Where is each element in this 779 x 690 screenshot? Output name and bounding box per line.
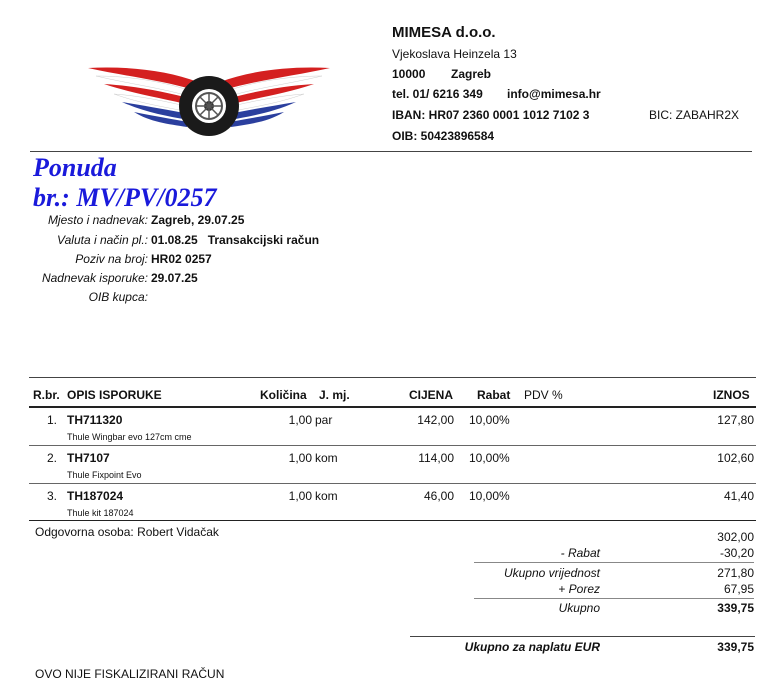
col-header-unit: J. mj. [319, 388, 350, 402]
rabat-value: -30,20 [719, 546, 754, 560]
subtotal-value: 302,00 [717, 530, 754, 544]
row-unit: kom [315, 489, 338, 503]
row-code: TH187024 [67, 489, 124, 503]
summary-rule [474, 598, 754, 599]
tax-value: 67,95 [723, 582, 754, 596]
row-discount: 10,00% [469, 413, 510, 427]
company-city: Zagreb [451, 67, 492, 81]
row-discount: 10,00% [469, 489, 510, 503]
reference-label: Poziv na broj: [75, 252, 148, 266]
col-header-vat: PDV % [524, 388, 563, 402]
delivery-date-label: Nadnevak isporuke: [41, 271, 148, 285]
fiscal-note: OVO NIJE FISKALIZIRANI RAČUN [35, 667, 225, 681]
document-number: br.: MV/PV/0257 [33, 183, 217, 212]
company-name: MIMESA d.o.o. [392, 24, 496, 41]
row-description: Thule Wingbar evo 127cm cme [67, 432, 192, 442]
col-header-discount: Rabat [477, 388, 511, 402]
row-price: 46,00 [423, 489, 454, 503]
rabat-label: - Rabat [560, 546, 600, 560]
company-iban: IBAN: HR07 2360 0001 1012 7102 3 [392, 108, 590, 122]
company-oib: OIB: 50423896584 [392, 129, 495, 143]
currency-label: Valuta i način pl.: [57, 233, 148, 247]
document-title: Ponuda [33, 153, 117, 182]
row-amount: 102,60 [717, 451, 754, 465]
wheel-icon [179, 76, 239, 136]
net-value: 271,80 [717, 566, 754, 580]
row-discount: 10,00% [469, 451, 510, 465]
row-price: 142,00 [417, 413, 454, 427]
reference-value: HR02 0257 [151, 252, 212, 266]
row-amount: 127,80 [717, 413, 754, 427]
row-quantity: 1,00 [288, 489, 312, 503]
responsible-person: Odgovorna osoba: Robert Vidačak [35, 525, 219, 539]
company-address: Vjekoslava Heinzela 13 [392, 47, 517, 61]
table-top-rule [29, 377, 756, 378]
net-value-label: Ukupno vrijednost [503, 566, 600, 580]
row-unit: kom [315, 451, 338, 465]
header-divider [30, 151, 752, 152]
row-description: Thule Fixpoint Evo [67, 470, 142, 480]
payable-rule [410, 636, 755, 637]
row-divider [29, 483, 756, 484]
row-code: TH711320 [67, 413, 123, 427]
table-header-rule [29, 406, 756, 408]
table-bottom-rule [29, 520, 756, 521]
summary-rule [474, 562, 754, 563]
row-number: 1. [47, 413, 58, 427]
company-postal: 10000 [392, 67, 426, 81]
col-header-amount: IZNOS [713, 388, 750, 402]
row-code: TH7107 [67, 451, 110, 465]
row-quantity: 1,00 [288, 451, 312, 465]
payable-label: Ukupno za naplatu EUR [464, 640, 600, 654]
row-divider [29, 445, 756, 446]
row-unit: par [315, 413, 333, 427]
payable-value: 339,75 [717, 640, 754, 654]
company-phone: tel. 01/ 6216 349 [392, 87, 483, 101]
place-date-label: Mjesto i nadnevak: [47, 213, 148, 227]
row-description: Thule kit 187024 [67, 508, 134, 518]
place-date-value: Zagreb, 29.07.25 [151, 213, 245, 227]
total-value: 339,75 [717, 601, 754, 615]
company-email: info@mimesa.hr [507, 87, 601, 101]
tax-label: + Porez [558, 582, 600, 596]
company-logo [86, 64, 332, 146]
col-header-rbr: R.br. [33, 388, 60, 402]
col-header-quantity: Količina [260, 388, 307, 402]
row-number: 2. [47, 451, 58, 465]
col-header-description: OPIS ISPORUKE [67, 388, 162, 402]
currency-value: 01.08.25 Transakcijski račun [151, 233, 320, 247]
total-label: Ukupno [558, 601, 600, 615]
delivery-date-value: 29.07.25 [151, 271, 198, 285]
row-number: 3. [47, 489, 58, 503]
row-quantity: 1,00 [288, 413, 312, 427]
company-bic: BIC: ZABAHR2X [649, 108, 740, 122]
col-header-price: CIJENA [409, 388, 454, 402]
row-amount: 41,40 [723, 489, 754, 503]
row-price: 114,00 [418, 451, 454, 465]
buyer-oib-label: OIB kupca: [88, 290, 148, 304]
